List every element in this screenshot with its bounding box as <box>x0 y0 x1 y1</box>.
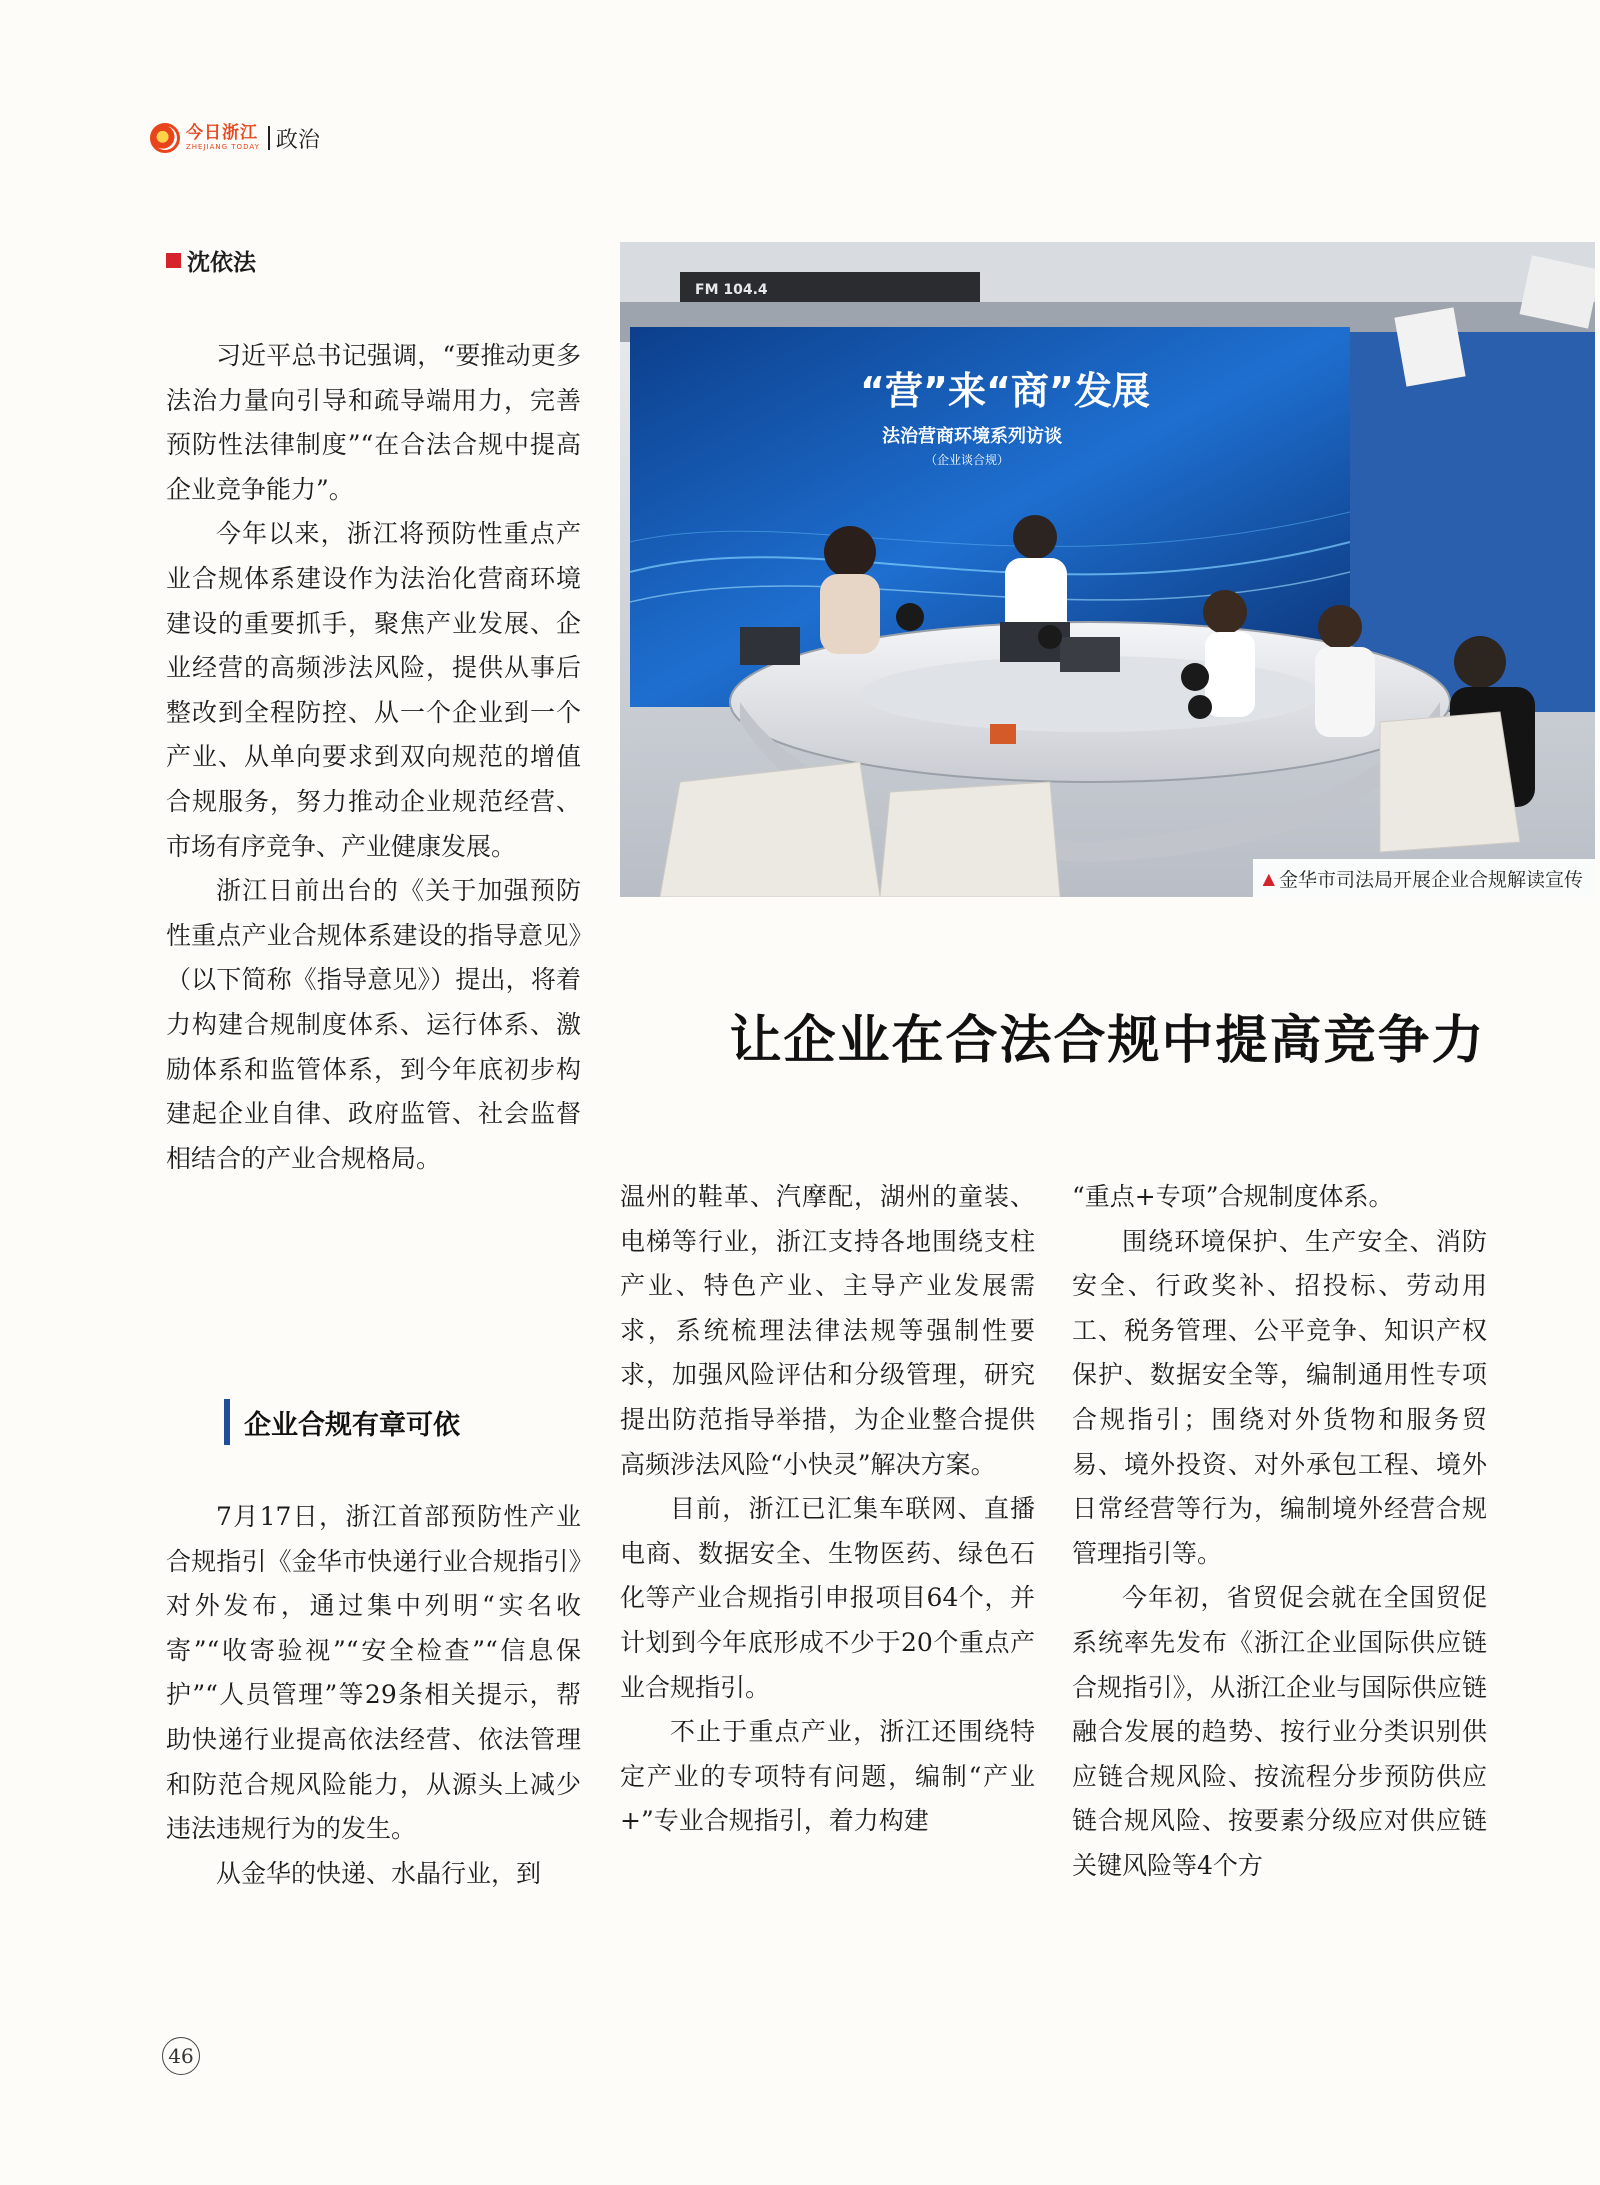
left-column-top <box>166 334 581 1181</box>
left-column-bottom <box>166 1495 581 1896</box>
screen-subtitle-2: （企业谈合规） <box>925 453 1010 467</box>
triangle-icon: ▲ <box>1262 868 1275 888</box>
author-name: 沈依法 <box>187 250 256 276</box>
subheading <box>224 1396 524 1448</box>
author-byline <box>166 244 256 277</box>
studio-photo-illustration <box>620 242 1595 897</box>
magazine-logo-icon <box>150 123 180 153</box>
paragraph: 今年初，省贸促会就在全国贸促系统率先发布《浙江企业国际供应链合规指引》，从浙江企业与国际供应链融合发展的趋势、按行业分类识别供应链合规风险、按流程分步预防供应链合规风险、按要素分级应对供应链关键风险等4个方 <box>1072 1583 1487 1880</box>
paragraph: 温州的鞋革、汽摩配，湖州的童装、电梯等行业，浙江支持各地围绕支柱产业、特色产业、主导产业发展需求，系统梳理法律法规等强制性要求，加强风险评估和分级管理，研究提出防范指导举措，为企业整合提供高频涉法风险“小快灵”解决方案。 <box>620 1182 1035 1479</box>
right-column <box>1072 1175 1487 1889</box>
subheading-text: 企业合规有章可依 <box>244 1409 460 1441</box>
paragraph: 今年以来，浙江将预防性重点产业合规体系建设作为法治化营商环境建设的重要抓手，聚焦产业发展、企业经营的高频涉法风险，提供从事后整改到全程防控、从一个企业到一个产业、从单向要求到双向规范的增值合规服务，努力推动企业规范经营、市场有序竞争、产业健康发展。 <box>166 519 581 861</box>
red-square-icon <box>166 253 181 268</box>
caption-text: 金华市司法局开展企业合规解读宣传 <box>1278 868 1583 891</box>
paragraph: 围绕环境保护、生产安全、消防安全、行政奖补、招投标、劳动用工、税务管理、公平竞争、知识产权保护、数据安全等，编制通用性专项合规指引；围绕对外货物和服务贸易、境外投资、对外承包工程、境外日常经营等行为，编制境外经营合规管理指引等。 <box>1072 1226 1487 1568</box>
paragraph: 习近平总书记强调，“要推动更多法治力量向引导和疏导端用力，完善预防性法律制度”“在合法合规中提高企业竞争能力”。 <box>166 341 581 504</box>
paragraph: 不止于重点产业，浙江还围绕特定产业的专项特有问题，编制“产业+”专业合规指引，着力构建 <box>620 1717 1035 1836</box>
logo-chinese: 今日浙江 <box>186 123 258 143</box>
page-header <box>150 118 320 158</box>
paragraph: 浙江日前出台的《关于加强预防性重点产业合规体系建设的指导意见》（以下简称《指导意见》）提出，将着力构建合规制度体系、运行体系、激励体系和监管体系，到今年底初步构建起企业自律、政府监管、社会监督相结合的产业合规格局。 <box>166 876 581 1173</box>
middle-column <box>620 1175 1035 1844</box>
paragraph: 从金华的快递、水晶行业，到 <box>216 1858 542 1888</box>
paragraph: 目前，浙江已汇集车联网、直播电商、数据安全、生物医药、绿色石化等产业合规指引申报项目64个，并计划到今年底形成不少于20个重点产业合规指引。 <box>620 1494 1035 1702</box>
paragraph: “重点+专项”合规制度体系。 <box>1072 1182 1394 1211</box>
magazine-logo <box>186 125 260 151</box>
page-number: 46 <box>162 2037 200 2075</box>
article-title: 让企业在合法合规中提高竞争力 <box>729 1010 1486 1071</box>
subheading-bar <box>224 1399 230 1445</box>
section-label: 政治 <box>275 127 320 153</box>
photo-caption <box>1253 859 1595 897</box>
screen-subtitle: 法治营商环境系列访谈 <box>882 426 1062 447</box>
paragraph: 7月17日，浙江首部预防性产业合规指引《金华市快递行业合规指引》对外发布，通过集中列明“实名收寄”“收寄验视”“安全检查”“信息保护”“人员管理”等29条相关提示，帮助快递行业提高依法经营、依法管理和防范合规风险能力，从源头上减少违法违规行为的发生。 <box>166 1502 581 1844</box>
header-divider <box>268 126 270 150</box>
screen-title: “营”来“商”发展 <box>860 369 1150 413</box>
fm-label: FM 104.4 <box>695 282 768 298</box>
logo-english: ZHEJIANG TODAY <box>186 143 260 151</box>
article-photo <box>620 242 1595 897</box>
